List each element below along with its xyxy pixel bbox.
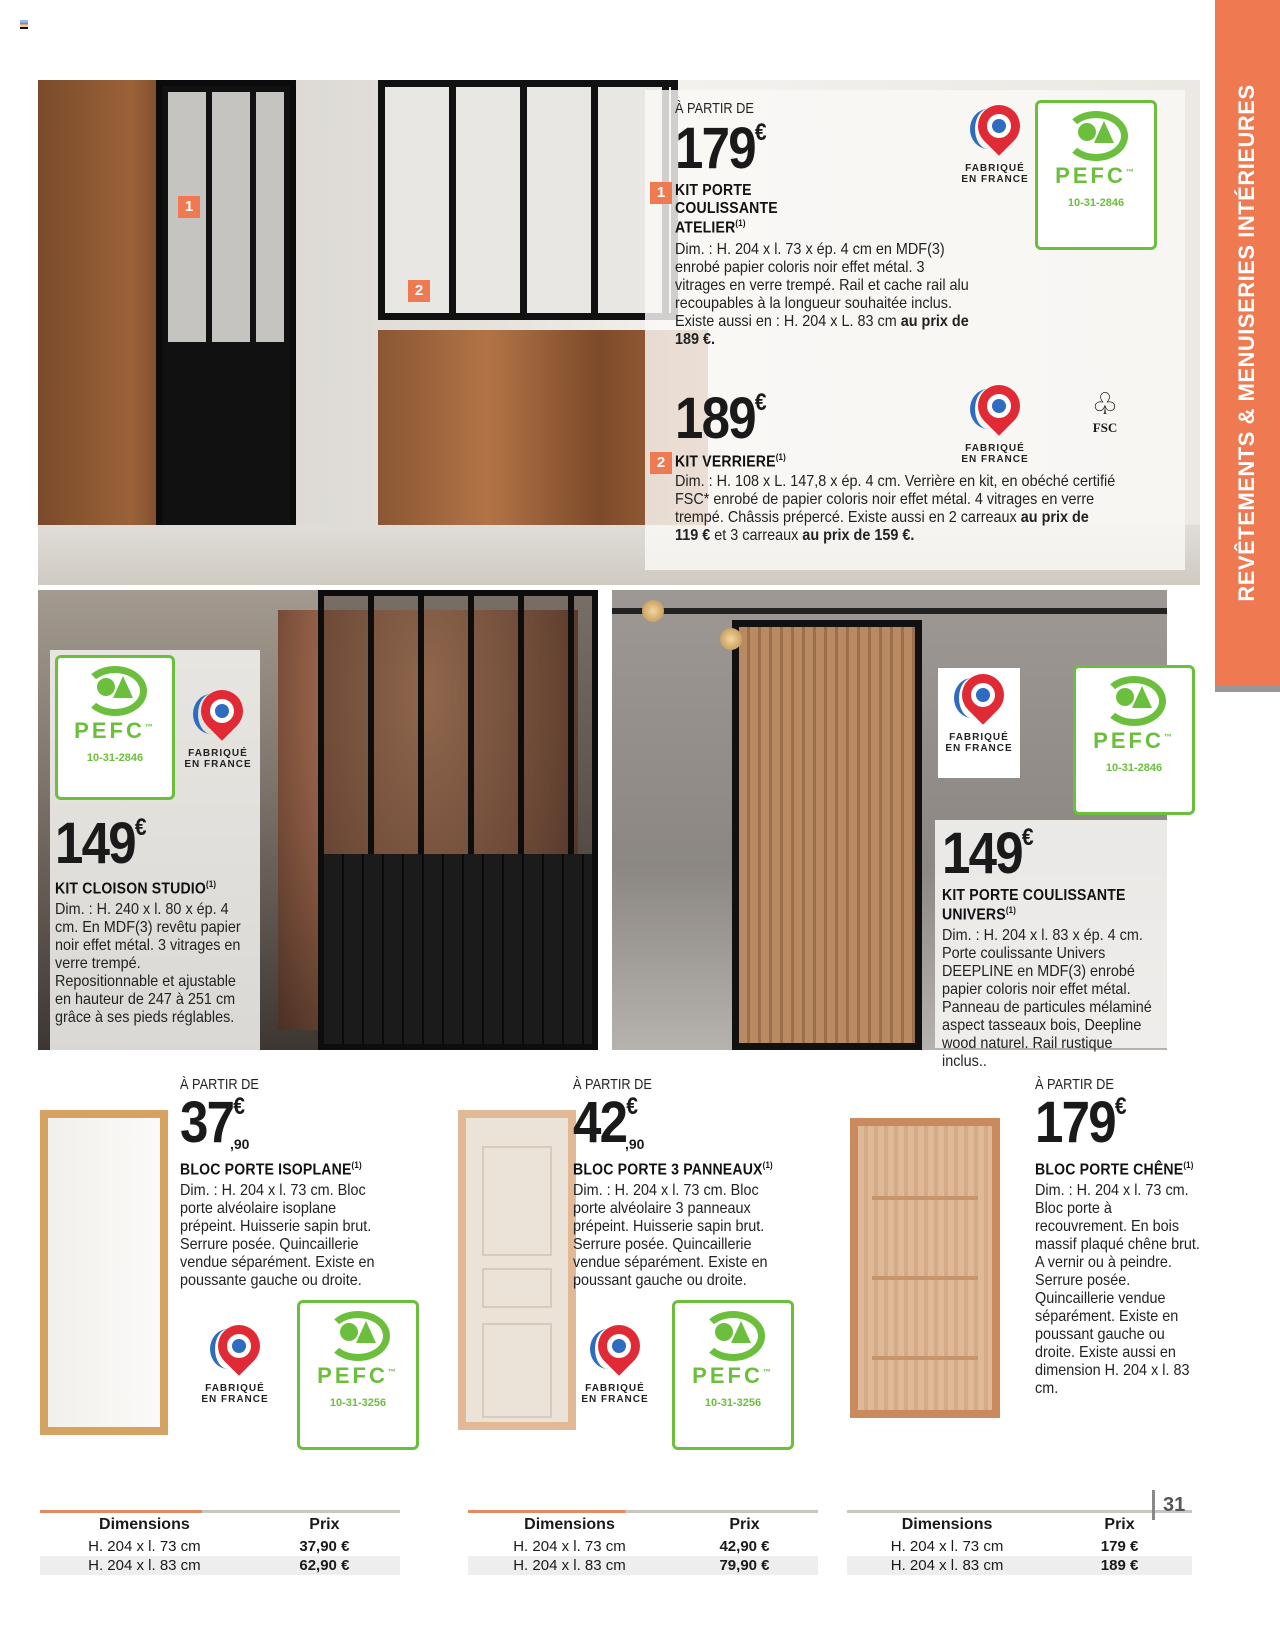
product-description: Dim. : H. 204 x l. 73 cm. Bloc porte à recouvrement. En bois massif plaqué chêne brut. A vernir ou à peindre. Serrure posée. Quincaillerie vendue séparément. Existe en poussant gauche ou droite. Existe aussi en dimension H. 204 x l. 83 cm. xyxy=(1035,1182,1200,1398)
product-badge: 2 xyxy=(650,452,672,474)
fabrique-en-france-logo: FABRIQUÉ EN FRANCE xyxy=(178,690,258,770)
pefc-logo: PEFC™ 10-31-3256 xyxy=(672,1300,794,1450)
door-image-chene xyxy=(850,1118,1000,1418)
table-row: H. 204 x l. 73 cm 42,90 € xyxy=(513,1538,770,1555)
price-cents: ,90 xyxy=(230,1136,250,1152)
price-cents: ,90 xyxy=(625,1136,645,1152)
slatted-sliding-door xyxy=(732,620,922,1050)
table-row: H. 204 x l. 73 cm 37,90 € xyxy=(88,1538,350,1555)
product-title: KIT PORTE COULISSANTE UNIVERS$^{(1)}$ xyxy=(942,887,1126,924)
price-kicker: À PARTIR DE xyxy=(675,100,754,117)
product-description: Dim. : H. 240 x l. 80 x ép. 4 cm. En MDF(3) revêtu papier noir effet métal. 3 vitrages en verre trempé. Repositionnable et ajustable en hauteur de 247 à 251 cm grâce à ses pieds réglables. xyxy=(55,901,241,1027)
studio-partition xyxy=(318,590,598,1050)
side-band-divider xyxy=(1215,686,1280,692)
price: 189€ xyxy=(675,386,767,451)
spec-table-isoplane xyxy=(40,1510,400,1575)
photo-badge-2: 2 xyxy=(408,280,430,302)
table-header: Dimensions Prix xyxy=(901,1516,1135,1533)
product-description: Dim. : H. 204 x l. 73 cm. Bloc porte alvéolaire 3 panneaux prépeint. Huisserie sapin brut. Serrure posée. Quincaillerie vendue séparément. Existe en poussant gauche ou droite. xyxy=(573,1182,768,1290)
pefc-logo: PEFC™ 10-31-3256 xyxy=(297,1300,419,1450)
price-kicker: À PARTIR DE xyxy=(1035,1076,1114,1093)
product-title: BLOC PORTE CHÊNE$^{(1)}$ xyxy=(1035,1160,1194,1179)
section-title: REVÊTEMENTS & MENUISERIES INTÉRIEURES xyxy=(1234,84,1259,602)
fsc-logo: ♧ FSC xyxy=(1091,388,1119,435)
lamp-bulb xyxy=(642,600,664,622)
product-description: Dim. : H. 204 x l. 73 cm. Bloc porte alvéolaire isoplane prépeint. Huisserie sapin brut. Serrure posée. Quincaillerie vendue séparément. Existe en poussante gauche ou droite. xyxy=(180,1182,375,1290)
product-bloc-porte-isoplane xyxy=(180,1076,410,1290)
product-title: KIT PORTE COULISSANTE ATELIER$^{(1)}$ xyxy=(675,182,778,237)
product-title: KIT CLOISON STUDIO$^{(1)}$ xyxy=(55,879,217,898)
price: 42€ xyxy=(573,1090,639,1155)
product-badge: 1 xyxy=(650,182,672,204)
door-image-3-panneaux xyxy=(458,1110,576,1430)
price-kicker: À PARTIR DE xyxy=(573,1076,652,1093)
fabrique-en-france-logo: FABRIQUÉ EN FRANCE xyxy=(195,1325,275,1405)
table-header: Dimensions Prix xyxy=(99,1516,340,1533)
product-description: Dim. : H. 204 x l. 83 x ép. 4 cm. Porte coulissante Univers DEEPLINE en MDF(3) enrobé papier coloris noir effet métal. Panneau de particules mélaminé aspect tasseaux bois, Deepline wood naturel. Rail rustique inclus.. xyxy=(942,927,1152,1071)
fabrique-en-france-logo: FABRIQUÉ EN FRANCE xyxy=(575,1325,655,1405)
print-color-mark xyxy=(20,20,28,29)
product-kit-porte-atelier xyxy=(656,100,995,349)
table-row: H. 204 x l. 73 cm 179 € xyxy=(890,1538,1139,1555)
price-kicker: À PARTIR DE xyxy=(180,1076,259,1093)
product-title: BLOC PORTE 3 PANNEAUX$^{(1)}$ xyxy=(573,1160,773,1179)
atelier-sliding-door xyxy=(156,80,296,585)
product-description: Dim. : H. 108 x L. 147,8 x ép. 4 cm. Verrière en kit, en obéché certifié FSC* enrobé de papier coloris noir effet métal. 4 vitrages en verre trempé. Châssis prépercé. Existe aussi en 2 carreaux au prix de 119 € et 3 carreaux au prix de 159 €. xyxy=(675,473,1116,545)
price: 179€ xyxy=(1035,1090,1127,1155)
table-row: H. 204 x l. 83 cm 79,90 € xyxy=(468,1556,818,1575)
pefc-logo: PEFC™ 10-31-2846 xyxy=(1073,665,1195,815)
product-title: KIT VERRIERE$^{(1)}$ xyxy=(675,452,786,471)
price: 37€ xyxy=(180,1090,246,1155)
fabrique-en-france-logo: FABRIQUÉ EN FRANCE xyxy=(938,668,1020,778)
door-image-isoplane xyxy=(40,1110,168,1435)
table-row: H. 204 x l. 83 cm 62,90 € xyxy=(40,1556,400,1575)
product-kit-cloison-studio xyxy=(55,811,255,1027)
table-header: Dimensions Prix xyxy=(524,1516,760,1533)
product-bloc-porte-chene xyxy=(1035,1076,1215,1398)
price: 179€ xyxy=(675,116,767,181)
pefc-logo: PEFC™ 10-31-2846 xyxy=(1035,100,1157,250)
sliding-rail xyxy=(612,608,1167,614)
lamp-bulb xyxy=(720,628,742,650)
product-title: BLOC PORTE ISOPLANE$^{(1)}$ xyxy=(180,1160,362,1179)
price: 149€ xyxy=(55,811,147,876)
table-row: H. 204 x l. 83 cm 189 € xyxy=(847,1556,1192,1575)
page-number: 31 xyxy=(1152,1490,1185,1520)
pefc-logo: PEFC™ 10-31-2846 xyxy=(55,655,175,800)
section-side-band xyxy=(1215,0,1280,686)
spec-table-3-panneaux xyxy=(468,1510,818,1575)
spec-table-chene xyxy=(847,1510,1192,1575)
fabrique-en-france-logo: FABRIQUÉ EN FRANCE xyxy=(955,385,1035,465)
photo-badge-1: 1 xyxy=(178,196,200,218)
fabrique-en-france-logo: FABRIQUÉ EN FRANCE xyxy=(955,105,1035,185)
product-kit-porte-univers xyxy=(942,821,1167,1071)
price: 149€ xyxy=(942,821,1034,886)
product-bloc-porte-3-panneaux xyxy=(573,1076,818,1290)
product-description: Dim. : H. 204 x l. 73 x ép. 4 cm en MDF(3) enrobé papier coloris noir effet métal. 3 vitrages en verre trempé. Rail et cache rail alu recoupables à la longueur souhaitée inclus. Existe aussi en : H. 204 x L. 83 cm au prix de 189 €. xyxy=(675,241,969,349)
